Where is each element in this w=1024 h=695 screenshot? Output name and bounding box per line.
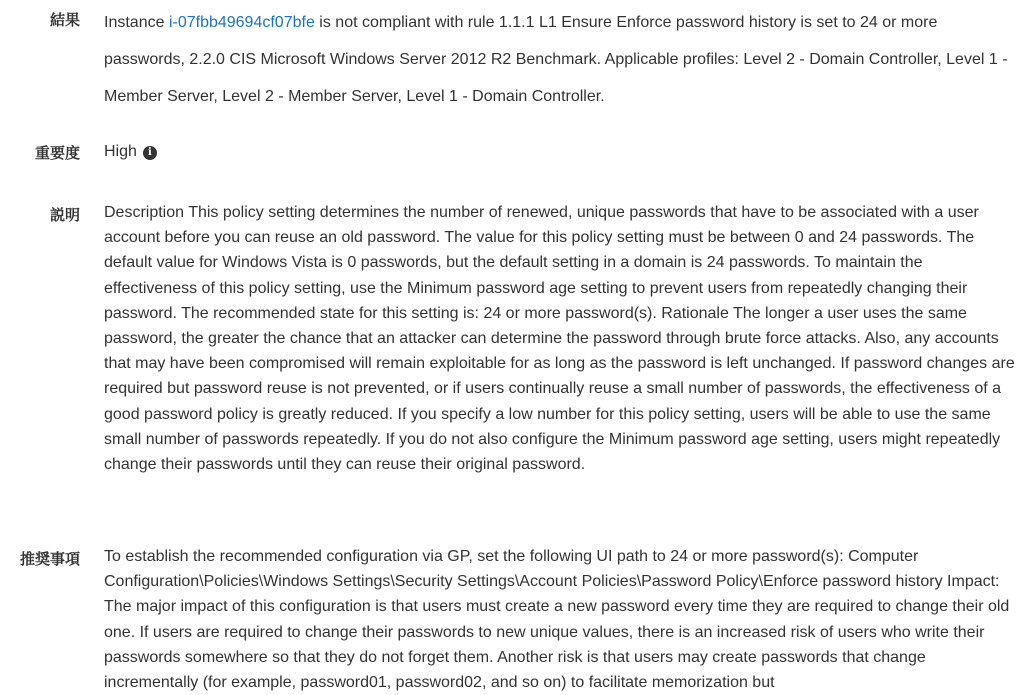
recommendation-label: 推奨事項 — [19, 550, 80, 568]
info-circle-icon[interactable]: i — [143, 146, 157, 160]
severity-value: High — [104, 143, 137, 160]
recommendation-text: To establish the recommended configuration via GP, set the following UI path to 24 or more password(s): Computer Configuration\Policies\Windows Settings\Security Settings\Account Policies\Password Policy\Enforce password history Impact: The major impact of this configuration is that users must create a new password every time they are required to change their old one. If users are required to change their passwords to new unique values, there is an increased risk of users who write their passwords somewhere so that they do not forget them. Another risk is that users may create passwords that change incrementally (for example, password01, password02, and so on) to facilitate memorization but — [104, 548, 1010, 692]
severity-value-container — [104, 142, 1020, 162]
instance-id-link[interactable]: i-07fbb49694cf07bfe — [168, 14, 315, 31]
description-text: Description This policy setting determines the number of renewed, unique passwords that have to be associated with a user account before you can reuse an old password. The value for this policy setting must be between 0 and 24 passwords. The default value for Windows Vista is 0 passwords, but the default setting in a domain is 24 passwords. To maintain the effectiveness of this policy setting, use the Minimum password age setting to prevent users from repeatedly changing their password. The recommended state for this setting is: 24 or more password(s). Rationale The longer a user uses the same password, the greater the chance that an attacker can determine the password through brute force attacks. Also, any accounts that may have been compromised will remain exploitable for as long as the password is left unchanged. If password changes are required but password reuse is not prevented, or if users continually reuse a small number of passwords, the effectiveness of a good password policy is greatly reduced. If you specify a low number for this policy setting, users will be able to use the same small number of passwords repeatedly. If you do not also configure the Minimum password age setting, users might repeatedly change their passwords until they can reuse their original password. — [104, 204, 1015, 474]
result-value — [104, 4, 1020, 115]
result-prefix: Instance — [104, 14, 169, 31]
severity-label: 重要度 — [34, 144, 80, 162]
result-label: 結果 — [49, 11, 80, 29]
description-label: 説明 — [49, 206, 80, 224]
result-suffix: is not compliant with rule 1.1.1 L1 Ensure Enforce password history is set to 24 or more passwords, 2.2.0 CIS Microsoft Windows Server 2012 R2 Benchmark. Applicable profiles: Level 2 - Domain Controller, Level 1 - Member Server, Level 2 - Member Server, Level 1 - Domain Controller. — [104, 14, 1008, 105]
